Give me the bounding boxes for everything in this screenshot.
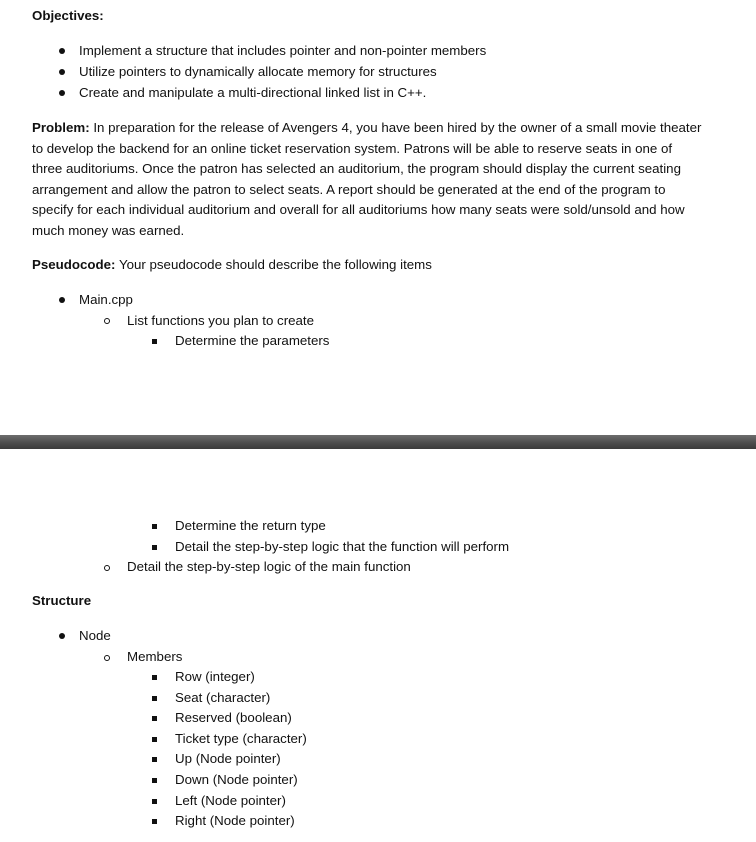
problem-text: In preparation for the release of Avengers 4, you have been hired by the owner of a small movie theater	[89, 120, 702, 135]
bullet-square-icon	[152, 757, 157, 762]
structure-heading: Structure	[32, 593, 92, 608]
pseudocode-label: Pseudocode:	[32, 257, 116, 272]
problem-line: much money was earned.	[32, 223, 185, 238]
sub-item: Detail the step-by-step logic of the main function	[127, 559, 411, 574]
member-item: Reserved (boolean)	[175, 710, 292, 725]
bullet-disc-icon	[59, 48, 65, 54]
member-item: Up (Node pointer)	[175, 751, 281, 766]
bullet-disc-icon	[59, 297, 65, 303]
member-item: Seat (character)	[175, 690, 271, 705]
bullet-square-icon	[152, 524, 157, 529]
bullet-square-icon	[152, 545, 157, 550]
member-item: Down (Node pointer)	[175, 772, 298, 787]
bullet-square-icon	[152, 339, 157, 344]
bullet-square-icon	[152, 737, 157, 742]
bullet-circle-icon	[104, 565, 110, 571]
node-item: Node	[79, 628, 111, 643]
objective-item: Utilize pointers to dynamically allocate memory for structures	[79, 64, 437, 79]
members-label: Members	[127, 649, 183, 664]
sub-sub-item: Determine the parameters	[175, 333, 330, 348]
problem-label: Problem:	[32, 120, 90, 135]
member-item: Left (Node pointer)	[175, 793, 286, 808]
sub-item: List functions you plan to create	[127, 313, 315, 328]
objective-item: Create and manipulate a multi-directional linked list in C++.	[79, 85, 427, 100]
bullet-square-icon	[152, 675, 157, 680]
problem-line: specify for each individual auditorium and overall for all auditoriums how many seats were sold/unsold and how	[32, 202, 685, 217]
objectives-heading: Objectives:	[32, 8, 104, 23]
problem-line: to develop the backend for an online ticket reservation system. Patrons will be able to reserve seats in one of	[32, 141, 673, 156]
pseudocode-intro: Your pseudocode should describe the following items	[115, 257, 432, 272]
problem-line: arrangement and allow the patron to select seats. A report should be generated at the end of the program to	[32, 182, 666, 197]
bullet-disc-icon	[59, 633, 65, 639]
member-item: Right (Node pointer)	[175, 813, 295, 828]
file-item: Main.cpp	[79, 292, 133, 307]
objective-item: Implement a structure that includes pointer and non-pointer members	[79, 43, 487, 58]
bullet-square-icon	[152, 716, 157, 721]
bullet-square-icon	[152, 778, 157, 783]
bullet-square-icon	[152, 696, 157, 701]
bullet-circle-icon	[104, 318, 110, 324]
member-item: Ticket type (character)	[175, 731, 307, 746]
page-divider	[0, 435, 756, 449]
sub-sub-item: Detail the step-by-step logic that the function will perform	[175, 539, 510, 554]
problem-line: three auditoriums. Once the patron has selected an auditorium, the program should display the current seating	[32, 161, 681, 176]
bullet-disc-icon	[59, 69, 65, 75]
problem-line	[32, 120, 701, 135]
member-item: Row (integer)	[175, 669, 255, 684]
sub-sub-item: Determine the return type	[175, 518, 326, 533]
bullet-square-icon	[152, 799, 157, 804]
bullet-circle-icon	[104, 655, 110, 661]
bullet-disc-icon	[59, 90, 65, 96]
bullet-square-icon	[152, 819, 157, 824]
pseudocode-line	[32, 257, 432, 272]
